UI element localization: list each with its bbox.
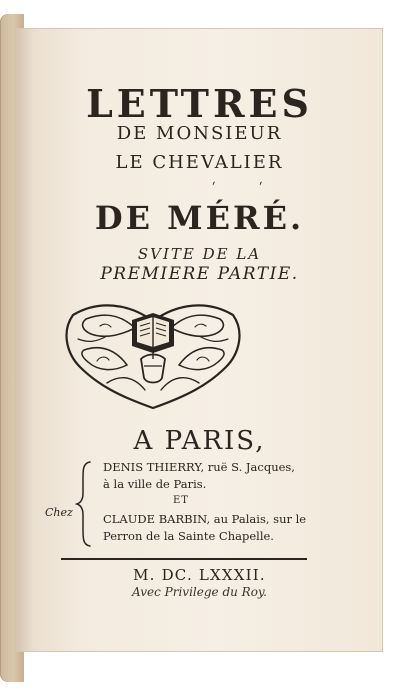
accent-mark: ´: [255, 179, 269, 199]
printer-line-2: à la ville de Paris.: [103, 477, 207, 491]
printer-line-3: ET: [173, 495, 189, 506]
title-line-le-chevalier: LE CHEVALIER: [115, 152, 284, 173]
subtitle-line-svite: SVITE DE LA: [137, 245, 262, 263]
publication-place: A PARIS,: [133, 426, 266, 456]
publication-date: M. DC. LXXXII.: [133, 566, 266, 584]
brace-icon: [75, 460, 93, 548]
ornamental-vignette: [58, 295, 248, 410]
vignette-central-emblem: [132, 313, 174, 383]
subtitle-line-premiere-partie: PREMIERE PARTIE.: [100, 264, 299, 284]
accent-mark: ´: [208, 179, 222, 199]
title-page: [16, 28, 383, 652]
privilege-line: Avec Privilege du Roy.: [132, 585, 267, 599]
title-line-de-monsieur: DE MONSIEUR: [116, 123, 283, 144]
chez-label: Chez: [45, 506, 73, 519]
printer-line-4: CLAUDE BARBIN, au Palais, sur le: [103, 512, 307, 526]
printer-block: [45, 460, 345, 548]
title-line-de-mere: DE MÉRÉ.: [94, 199, 305, 237]
printer-line-5: Perron de la Sainte Chapelle.: [103, 529, 274, 543]
divider-rule: [61, 558, 307, 560]
title-line-lettres: LETTRES: [86, 81, 313, 126]
printer-line-1: DENIS THIERRY, ruë S. Jacques,: [103, 460, 295, 474]
